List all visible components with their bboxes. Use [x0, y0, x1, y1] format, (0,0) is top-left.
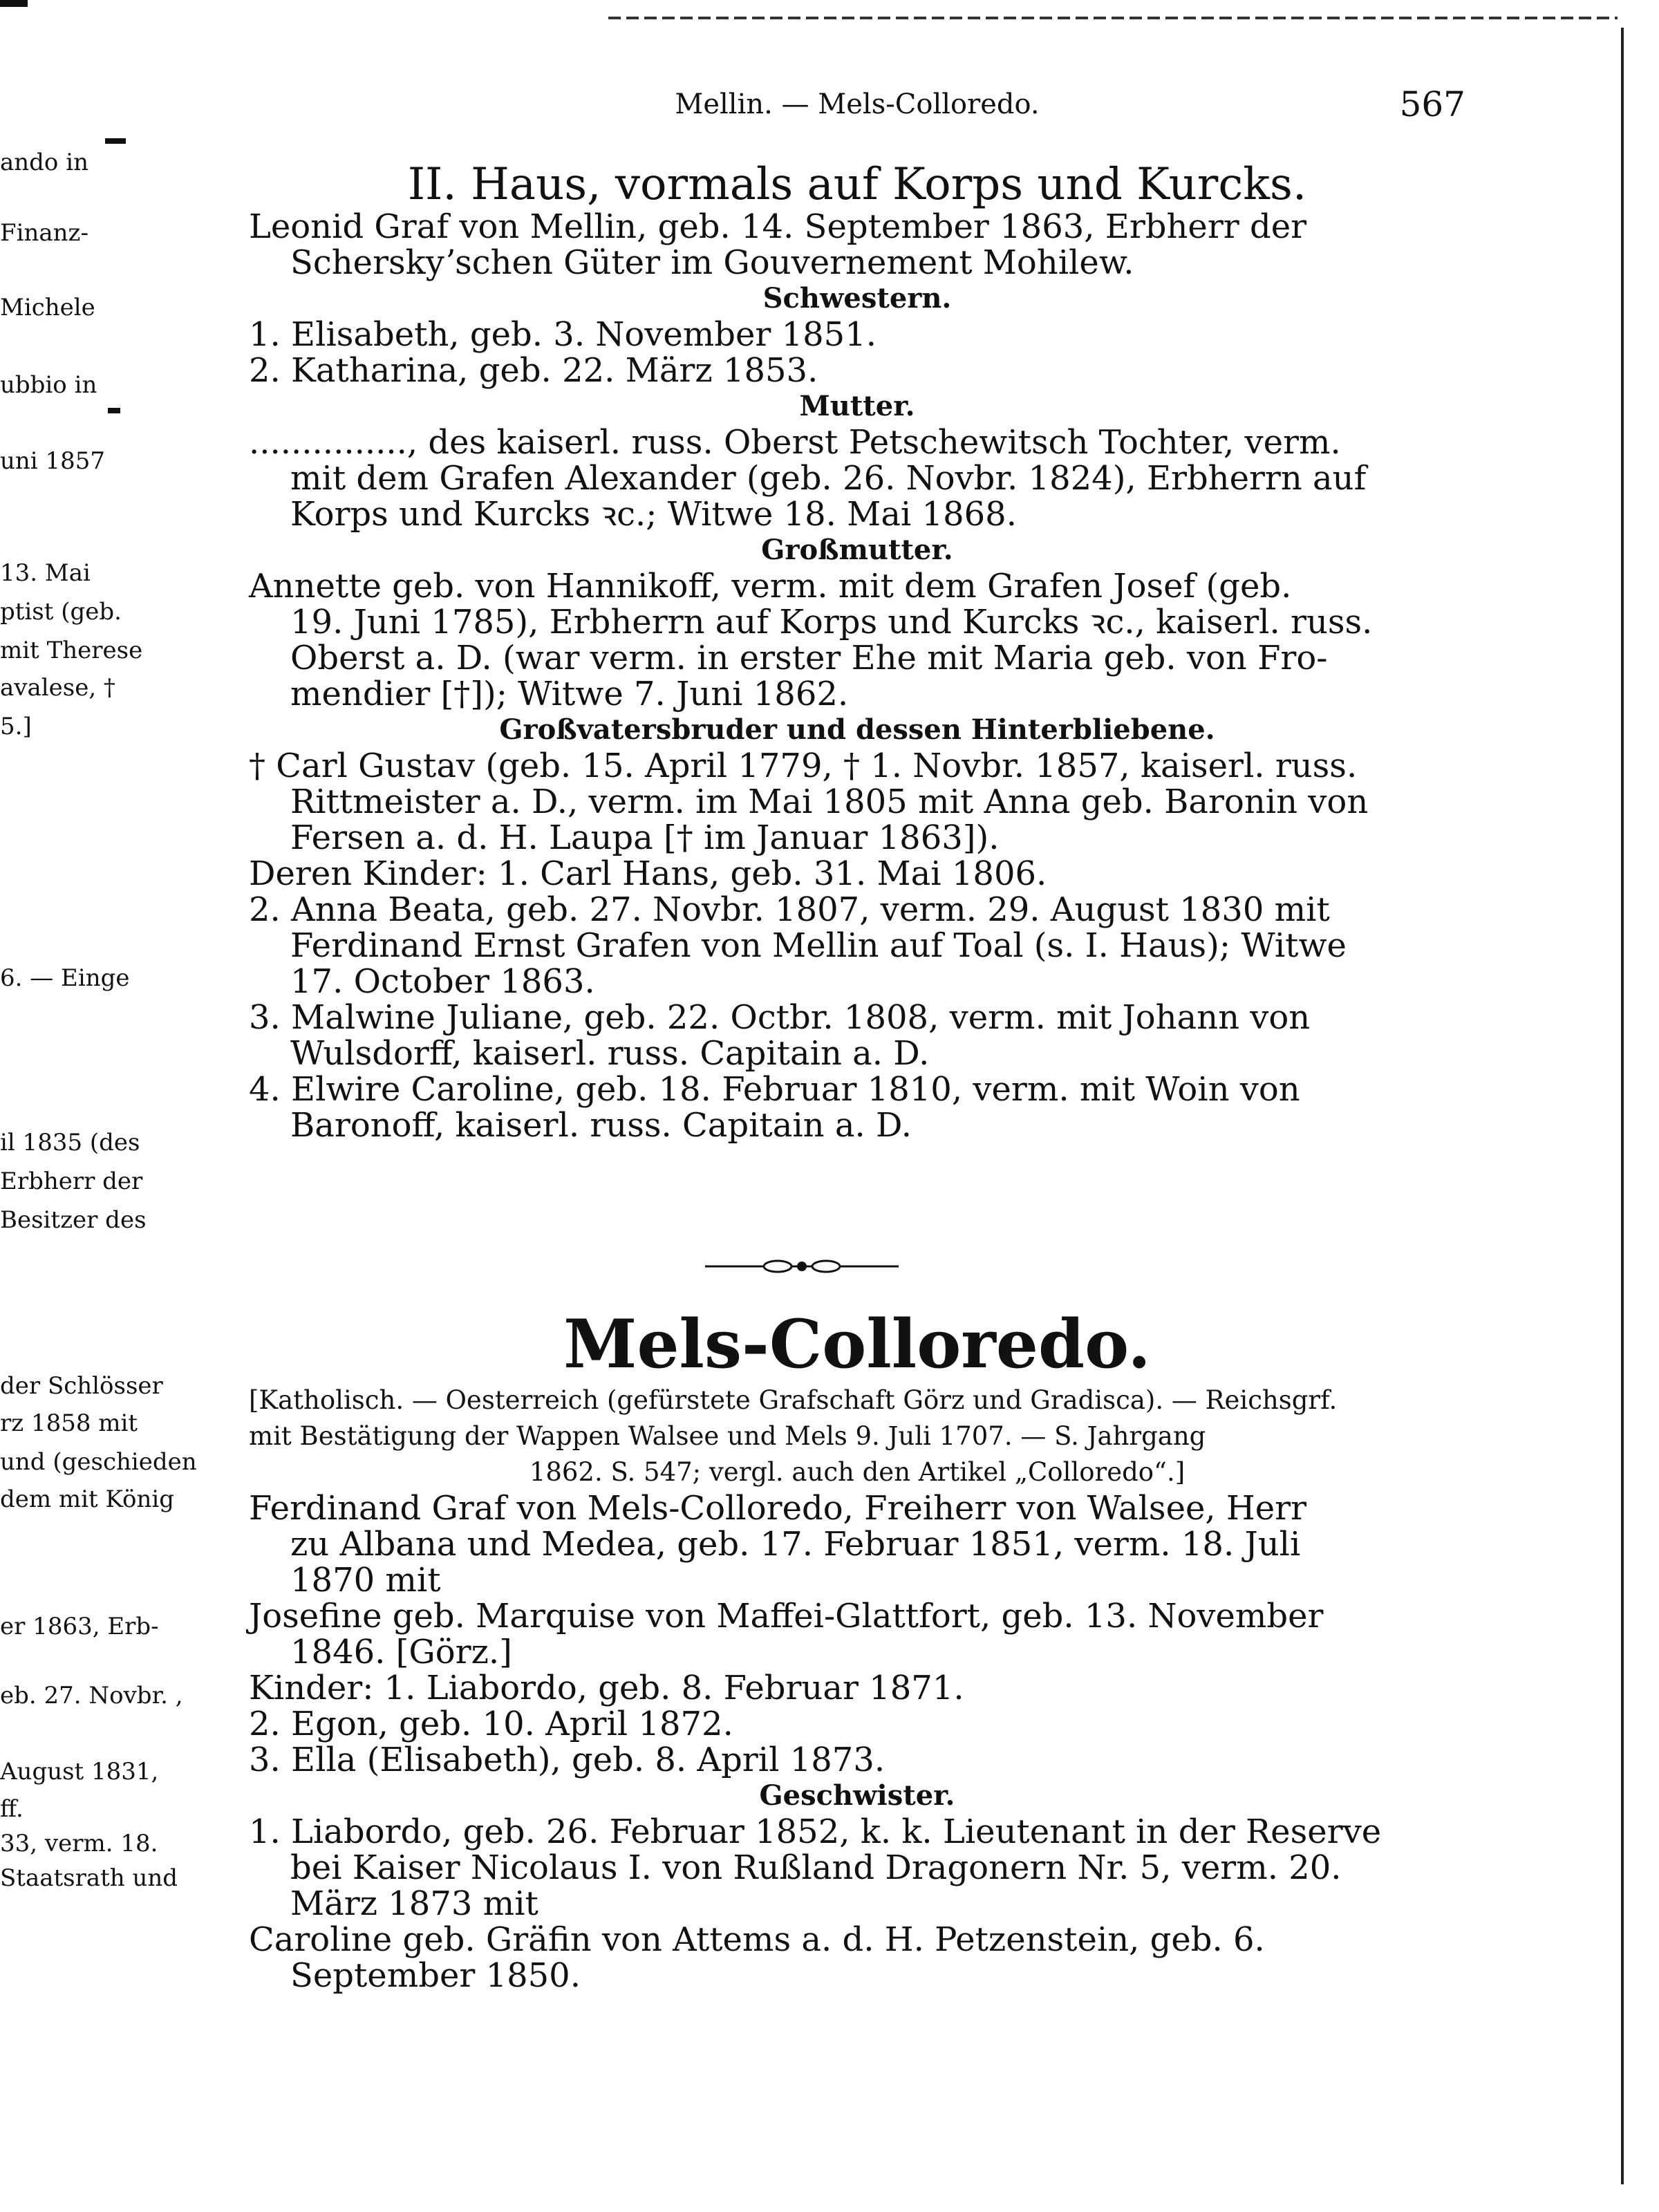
entry-line: ..............., des kaiserl. russ. Oberst Petschewitsch Tochter, verm. [249, 423, 1341, 462]
margin-fragment: eb. 27. Novbr. , [0, 1682, 183, 1709]
margin-fragment: Erbherr der [0, 1168, 143, 1195]
entry-line: Baronoff, kaiserl. russ. Capitain a. D. [290, 1106, 912, 1145]
entry-line: Deren Kinder: 1. Carl Hans, geb. 31. Mai 1806. [249, 854, 1047, 893]
entry-line: 19. Juni 1785), Erbherrn auf Korps und Kurcks ꝛc., kaiserl. russ. [290, 603, 1373, 641]
entry-line: zu Albana und Medea, geb. 17. Februar 1851, verm. 18. Juli [290, 1525, 1301, 1564]
margin-fragment: avalese, † [0, 674, 115, 702]
entry-line: Korps und Kurcks ꝛc.; Witwe 18. Mai 1868. [290, 495, 1017, 534]
margin-fragment: 13. Mai [0, 559, 91, 587]
subheading-grandmother: Großmutter. [761, 534, 953, 566]
entry-line: Caroline geb. Gräfin von Attems a. d. H. Petzenstein, geb. 6. [249, 1920, 1265, 1959]
margin-fragment: uni 1857 [0, 447, 106, 475]
entry-line: Fersen a. d. H. Laupa [† im Januar 1863]). [290, 818, 1000, 857]
entry-line: Leonid Graf von Mellin, geb. 14. September 1863, Erbherr der [249, 207, 1307, 246]
entry-line: Ferdinand Ernst Grafen von Mellin auf Toal (s. I. Haus); Witwe [290, 926, 1347, 965]
page-edge-line [1621, 28, 1624, 2184]
margin-fragment: ptist (geb. [0, 598, 122, 626]
note-line: 1862. S. 547; vergl. auch den Artikel „Colloredo“.] [529, 1457, 1185, 1487]
margin-fragment: 33, verm. 18. [0, 1830, 158, 1857]
left-margin-bleed [0, 0, 197, 2212]
entry-line: 4. Elwire Caroline, geb. 18. Februar 1810, verm. mit Woin von [249, 1070, 1300, 1109]
mels-colloredo-section [249, 1306, 1465, 1994]
note-line: [Katholisch. — Oesterreich (gefürstete Grafschaft Görz und Gradisca). — Reichsgrf. [249, 1385, 1338, 1415]
margin-fragment: Finanz- [0, 219, 88, 247]
section-heading: Mels-Colloredo. [563, 1305, 1151, 1383]
entry-line: 1. Liabordo, geb. 26. Februar 1852, k. k. Lieutenant in der Reserve [249, 1812, 1382, 1851]
entry-line: Wulsdorff, kaiserl. russ. Capitain a. D. [290, 1034, 930, 1073]
running-title: Mellin. — Mels-Colloredo. [675, 88, 1040, 120]
margin-fragment: und (geschieden [0, 1448, 197, 1476]
entry-line: September 1850. [290, 1956, 581, 1995]
entry-line: † Carl Gustav (geb. 15. April 1779, † 1. Novbr. 1857, kaiserl. russ. [249, 747, 1358, 785]
entry-line: Oberst a. D. (war verm. in erster Ehe mit Maria geb. von Fro- [290, 639, 1328, 677]
entry-line: Josefine geb. Marquise von Maffei-Glattfort, geb. 13. November [249, 1597, 1324, 1635]
margin-fragment: 5.] [0, 713, 32, 740]
margin-fragment: er 1863, Erb- [0, 1613, 159, 1640]
margin-fragment: mit Therese [0, 637, 143, 664]
margin-fragment: 6. — Einge [0, 964, 130, 992]
entry-line: 3. Ella (Elisabeth), geb. 8. April 1873. [249, 1741, 885, 1779]
margin-fragment: ff. [0, 1795, 24, 1823]
running-head [249, 84, 1465, 130]
note-line: mit Bestätigung der Wappen Walsee und Mels 9. Juli 1707. — S. Jahrgang [249, 1421, 1206, 1451]
entry-line: 1846. [Görz.] [290, 1633, 512, 1671]
subheading-siblings: Geschwister. [759, 1779, 955, 1812]
entry-line: 17. October 1863. [290, 962, 595, 1001]
margin-fragment: dem mit König [0, 1485, 175, 1513]
margin-fragment: Besitzer des [0, 1206, 147, 1234]
subheading-granduncle: Großvatersbruder und dessen Hinterbliebene. [499, 713, 1215, 746]
margin-fragment: ubbio in [0, 371, 97, 399]
ink-mark [108, 408, 120, 413]
margin-fragment: der Schlösser [0, 1372, 163, 1400]
top-dashed-rule [608, 17, 1618, 19]
margin-fragment: rz 1858 mit [0, 1409, 138, 1437]
entry-line: 2. Egon, geb. 10. April 1872. [249, 1705, 733, 1743]
entry-line: 3. Malwine Juliane, geb. 22. Octbr. 1808, verm. mit Johann von [249, 998, 1311, 1037]
section-divider-ornament [705, 1257, 899, 1276]
margin-fragment: Michele [0, 294, 95, 321]
margin-fragment: ando in [0, 149, 88, 176]
entry-line: 1. Elisabeth, geb. 3. November 1851. [249, 315, 877, 354]
entry-line: 2. Katharina, geb. 22. März 1853. [249, 351, 818, 390]
margin-fragment: il 1835 (des [0, 1129, 140, 1156]
subheading-mother: Mutter. [799, 390, 915, 422]
entry-line: 1870 mit [290, 1561, 441, 1600]
entry-line: Annette geb. von Hannikoff, verm. mit dem Grafen Josef (geb. [249, 567, 1292, 606]
entry-line: März 1873 mit [290, 1884, 538, 1923]
page-number: 567 [1399, 84, 1465, 124]
entry-line: 2. Anna Beata, geb. 27. Novbr. 1807, verm. 29. August 1830 mit [249, 890, 1330, 929]
entry-line: mit dem Grafen Alexander (geb. 26. Novbr. 1824), Erbherrn auf [290, 459, 1367, 498]
entry-line: Rittmeister a. D., verm. im Mai 1805 mit Anna geb. Baronin von [290, 782, 1369, 821]
margin-fragment: August 1831, [0, 1758, 159, 1785]
ink-mark [105, 138, 126, 144]
entry-line: Kinder: 1. Liabordo, geb. 8. Februar 1871. [249, 1669, 964, 1707]
margin-fragment: Staatsrath und [0, 1864, 178, 1892]
entry-line: Ferdinand Graf von Mels-Colloredo, Freiherr von Walsee, Herr [249, 1489, 1307, 1528]
entry-line: Scherskyʼschen Güter im Gouvernement Mohilew. [290, 243, 1134, 282]
entry-line: bei Kaiser Nicolaus I. von Rußland Dragonern Nr. 5, verm. 20. [290, 1848, 1342, 1887]
mellin-house-section [249, 160, 1465, 1143]
section-heading: II. Haus, vormals auf Korps und Kurcks. [407, 159, 1307, 210]
subheading-sisters: Schwestern. [762, 282, 952, 315]
entry-line: mendier [†]); Witwe 7. Juni 1862. [290, 675, 849, 713]
